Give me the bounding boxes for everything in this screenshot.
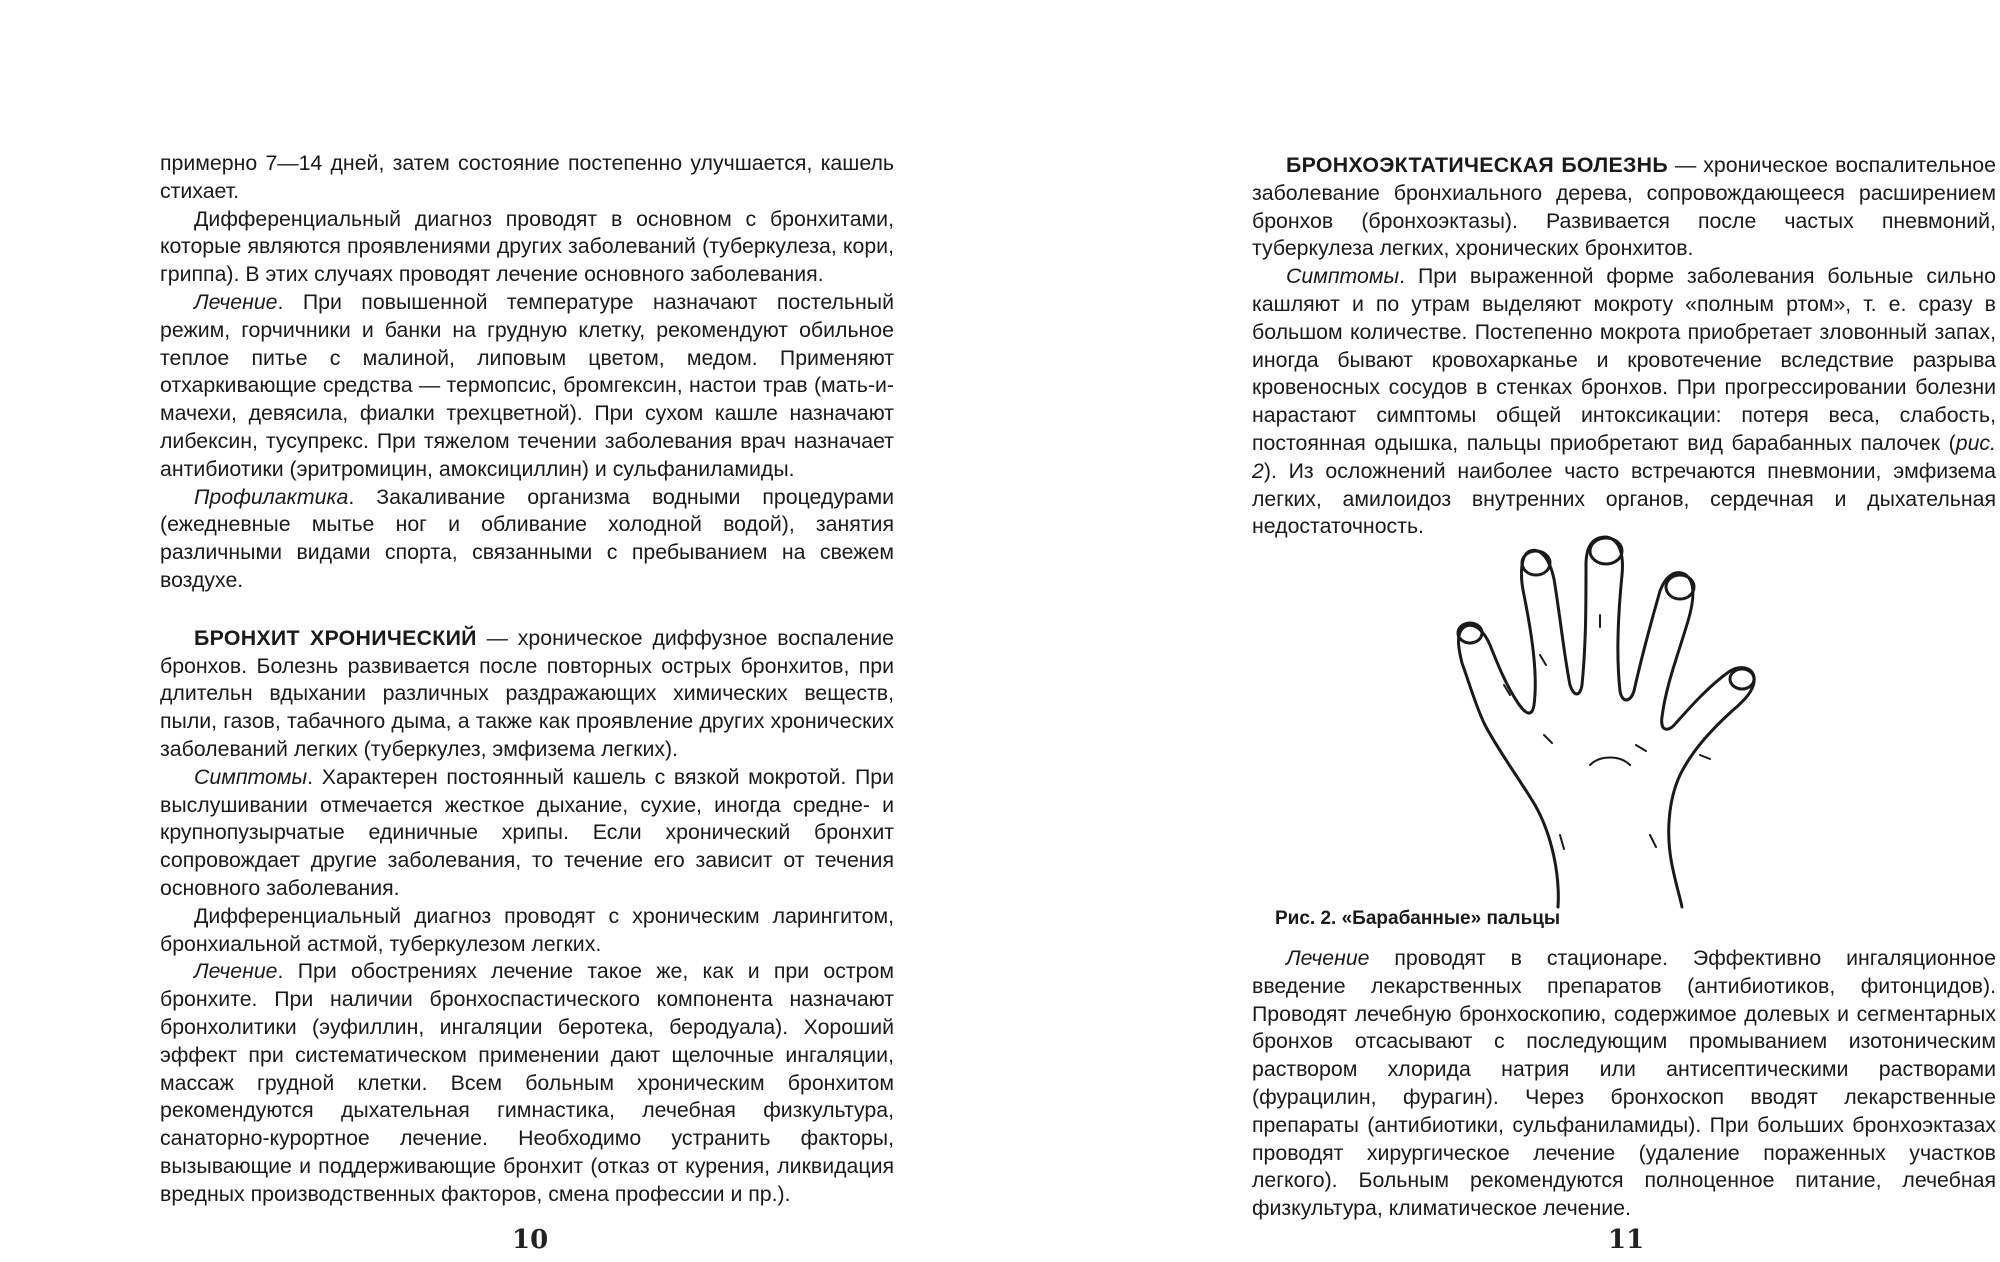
- paragraph: [1252, 152, 1996, 263]
- paragraph: [1252, 263, 1996, 541]
- paragraph-body: . Характерен постоянный кашель с вязкой мокротой. При выслушивании отмечается жесткое дыхание, сухие, иногда средне- и крупнопузырчатые единичные хрипы. Если хронический бронхит сопровождает другие заболевания, то течение его зависит от течения основного заболевания.: [160, 764, 894, 900]
- paragraph: примерно 7—14 дней, затем состояние постепенно улучшается, кашель стихает.: [160, 151, 894, 203]
- paragraph-body: . При выраженной форме заболевания больные сильно кашляют и по утрам выделяют мокроту «полным ртом», т. е. сразу в большом количестве. Постепенно мокрота приобретает зловонный запах, иногда бывают кровохарканье и кровотечение вследствие разрыва кровеносных сосудов в стенках бронхов. При прогрессировании болезни нарастают симптомы общей интоксикации: потеря веса, слабость, постоянная одышка, пальцы приобретают вид барабанных палочек (: [1252, 264, 1996, 455]
- paragraph-body: — хроническое диффузное воспаление бронхов. Болезнь развивается после повторных острых бронхитов, при длительн вдыхании различных раздражающих химических веществ, пыли, газов, табачного дыма, а также как проявление других хронических заболеваний легких (туберкулез, эмфизема легких).: [160, 625, 894, 761]
- paragraph-body: проводят в стационаре. Эффективно ингаляционное введение лекарственных препаратов (антибиотиков, фитонцидов). Проводят лечебную бронхоскопию, содержимое долевых и сегментарных бронхов отсасывают с последующим промыванием изотоническим раствором хлорида натрия или антисептическими растворами (фурацилин, фурагин). Через бронхоскоп вводят лекарственные препараты (антибиотики, сульфаниламиды). При больших бронхоэктазах проводят хирургическое лечение (удаление пораженных участков легкого). Больным рекомендуются полноценное питание, лечебная физкультура, климатическое лечение.: [1252, 946, 1996, 1221]
- paragraph: Дифференциальный диагноз проводят в основном с бронхитами, которые являются проявлениями других заболеваний (туберкулеза, кори, гриппа). В этих случаях проводят лечение основного заболевания.: [160, 206, 894, 287]
- subheading-prevention: Профилактика: [194, 484, 349, 509]
- paragraph: [1252, 945, 1996, 1223]
- right-text-column-top: [1252, 152, 1996, 541]
- paragraph: [160, 484, 894, 595]
- paragraph: [160, 625, 894, 764]
- paragraph: [160, 764, 894, 903]
- section-term: БРОНХОЭКТАТИЧЕСКАЯ БОЛЕЗНЬ: [1286, 153, 1668, 177]
- paragraph: [160, 289, 894, 484]
- paragraph-body: — хроническое воспалительное заболевание бронхиального дерева, сопровождающееся расширением бронхов (бронхоэктазы). Развивается после частых пневмоний, туберкулеза легких, хронических бронхитов.: [1252, 153, 1996, 261]
- paragraph: Дифференциальный диагноз проводят с хроническим ларингитом, бронхиальной астмой, туберкулезом легких.: [160, 903, 894, 956]
- subheading-symptoms: Симптомы: [1286, 264, 1400, 289]
- left-text-column: [160, 150, 894, 1208]
- hand-illustration: [1440, 535, 1780, 910]
- figure-reference: рис. 2: [1252, 430, 1996, 483]
- subheading-treatment: Лечение: [1286, 946, 1370, 970]
- subheading-treatment: Лечение: [194, 959, 278, 984]
- section-term: БРОНХИТ ХРОНИЧЕСКИЙ: [194, 625, 477, 650]
- paragraph: [160, 958, 894, 1208]
- paragraph-body: ). Из осложнений наиболее часто встречаются пневмонии, эмфизема легких, амилоидоз внутренних органов, сердечная и дыхательная недостаточность.: [1252, 458, 1996, 539]
- paragraph-body: . При повышенной температуре назначают постельный режим, горчичники и банки на грудную клетку, рекомендуют обильное теплое питье с малиной, липовым цветом, медом. Применяют отхаркивающие средства — термопсис, бромгексин, настои трав (мать-и-мачехи, девясила, фиалки трехцветной). При сухом кашле назначают либексин, тусупрекс. При тяжелом течении заболевания врач назначает антибиотики (эритромицин, амоксициллин) и сульфаниламиды.: [160, 289, 894, 481]
- paragraph-body: . Закаливание организма водными процедурами (ежедневные мытье ног и обливание холодной водой), занятия различными видами спорта, связанными с пребыванием на свежем воздухе.: [160, 484, 894, 592]
- right-text-column-bottom: [1252, 945, 1996, 1223]
- page-number: 10: [512, 1225, 549, 1255]
- right-page: [1000, 0, 2000, 1262]
- subheading-symptoms: Симптомы: [194, 764, 308, 789]
- figure-caption: Рис. 2. «Барабанные» пальцы: [1275, 908, 1561, 929]
- page-number: 11: [1608, 1225, 1645, 1255]
- paragraph-body: . При обострениях лечение такое же, как и при остром бронхите. При наличии бронхоспастического компонента назначают бронхолитики (эуфиллин, ингаляции беротека, беродуала). Хороший эффект при систематическом применении дают щелочные ингаляции, массаж грудной клетки. Всем больным хроническим бронхитом рекомендуются дыхательная гимнастика, лечебная физкультура, санаторно-курортное лечение. Необходимо устранить факторы, вызывающие и поддерживающие бронхит (отказ от курения, ликвидация вредных производственных факторов, смена профессии и пр.).: [160, 959, 894, 1206]
- subheading-treatment: Лечение: [194, 289, 278, 314]
